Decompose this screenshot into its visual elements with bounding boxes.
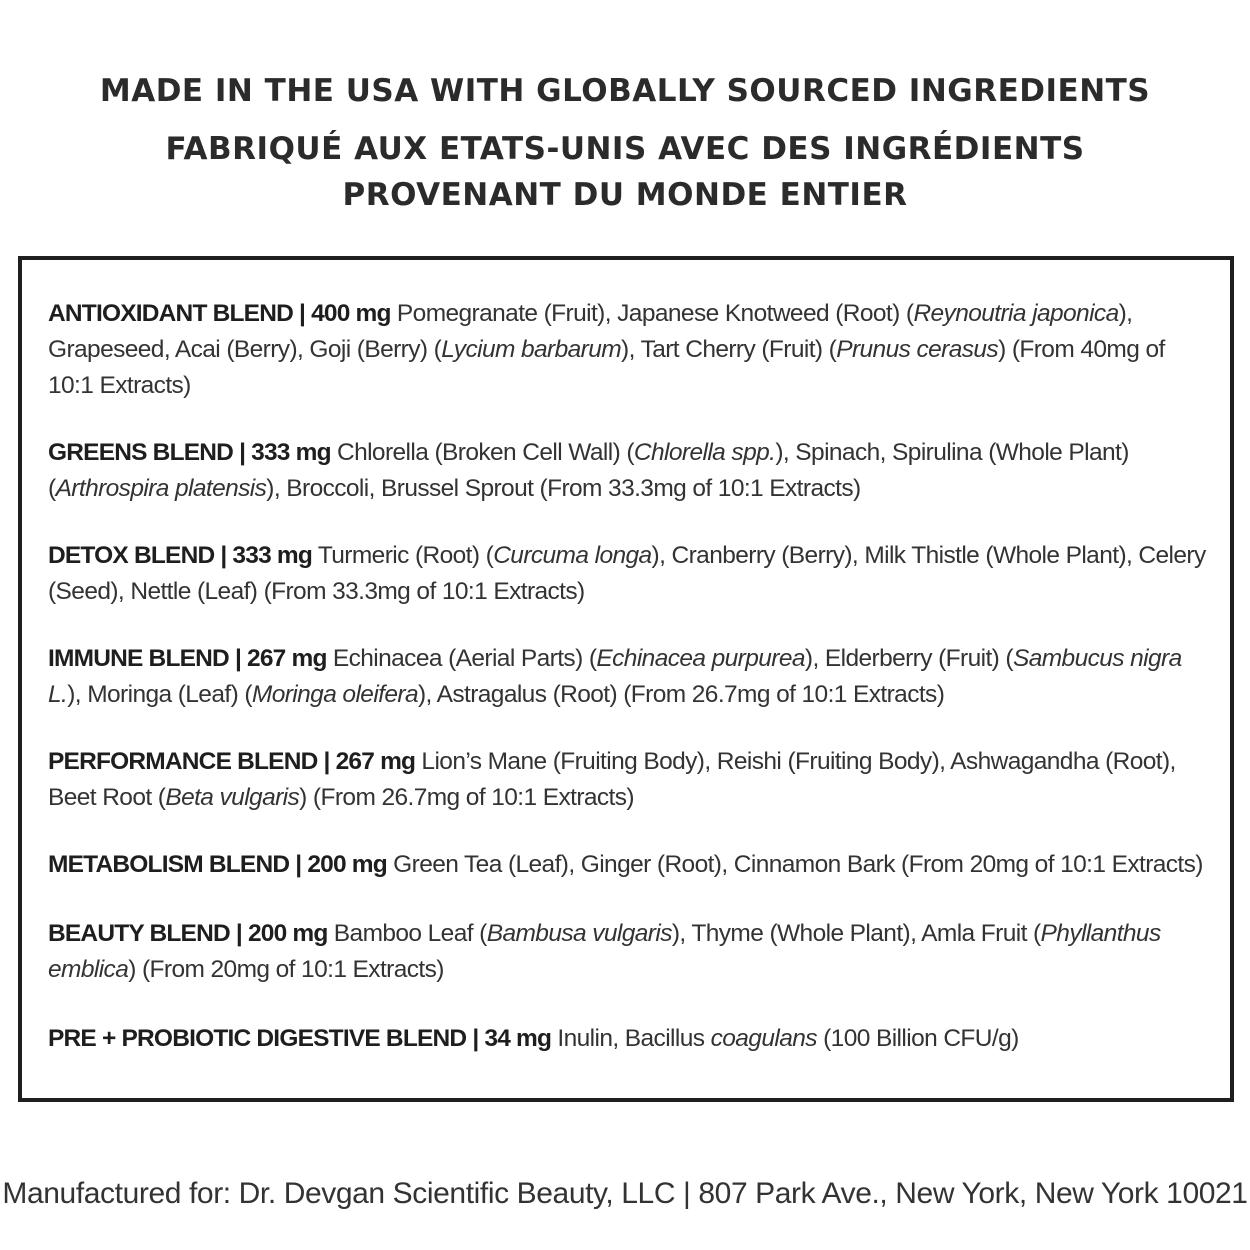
blend-name: ANTIOXIDANT BLEND | 400 mg xyxy=(48,300,391,327)
ingredient-text: Inulin, Bacillus xyxy=(551,1025,711,1052)
origin-statement-french-line-2: PROVENANT DU MONDE ENTIER xyxy=(342,177,908,213)
scientific-name: Echinacea purpurea xyxy=(596,645,805,672)
blend-ingredients xyxy=(551,1025,1019,1052)
blend-ingredients xyxy=(387,851,1203,878)
manufacturer-info: Manufactured for: Dr. Devgan Scientific Beauty, LLC | 807 Park Ave., New York, New York 10021 xyxy=(2,1177,1248,1210)
ingredients-panel xyxy=(18,256,1234,1102)
ingredient-text: ), Elderberry (Fruit) ( xyxy=(804,645,1013,672)
blend-immune xyxy=(48,641,1213,713)
ingredient-text: (100 Billion CFU/g) xyxy=(816,1025,1019,1052)
scientific-name: Phyllanthus emblica xyxy=(48,920,1161,983)
origin-statement-english: MADE IN THE USA WITH GLOBALLY SOURCED INGREDIENTS xyxy=(99,73,1151,109)
blend-name: PRE + PROBIOTIC DIGESTIVE BLEND | 34 mg xyxy=(48,1025,552,1052)
blend-name: METABOLISM BLEND | 200 mg xyxy=(48,851,387,878)
ingredient-text: Bamboo Leaf ( xyxy=(327,920,487,947)
ingredient-text: Green Tea (Leaf), Ginger (Root), Cinnamon Bark (From 20mg of 10:1 Extracts) xyxy=(386,851,1203,878)
scientific-name: Lycium barbarum xyxy=(441,336,622,363)
ingredient-text: ), Astragalus (Root) (From 26.7mg of 10:1 Extracts) xyxy=(417,681,945,708)
ingredient-text: ), Cranberry (Berry), Milk Thistle (Whole Plant), Celery (Seed), Nettle (Leaf) (From 33.3mg of 10:1 Extracts) xyxy=(48,542,1206,605)
ingredient-text: Lion’s Mane (Fruiting Body), Reishi (Fruiting Body), Ashwagandha (Root), Beet Root ( xyxy=(48,748,1176,811)
ingredient-text: ), Spinach, Spirulina (Whole Plant) ( xyxy=(48,439,1129,502)
ingredient-text: ), Moringa (Leaf) ( xyxy=(67,681,252,708)
ingredient-text: Turmeric (Root) ( xyxy=(312,542,494,569)
blend-name: PERFORMANCE BLEND | 267 mg xyxy=(48,748,416,775)
scientific-name: Reynoutria japonica xyxy=(913,300,1119,327)
blend-metabolism xyxy=(48,847,1213,883)
scientific-name: Sambucus nigra L. xyxy=(48,645,1182,708)
scientific-name: Prunus cerasus xyxy=(836,336,999,363)
scientific-name: Chlorella spp. xyxy=(633,439,776,466)
origin-statement xyxy=(0,68,1250,218)
blend-antioxidant xyxy=(48,296,1213,404)
ingredient-text: ) (From 40mg of 10:1 Extracts) xyxy=(48,336,1165,399)
blend-beauty xyxy=(48,916,1213,988)
scientific-name: Bambusa vulgaris xyxy=(486,920,672,947)
blend-name: BEAUTY BLEND | 200 mg xyxy=(48,920,328,947)
scientific-name: coagulans xyxy=(710,1025,817,1052)
ingredient-text: Pomegranate (Fruit), Japanese Knotweed (Root) ( xyxy=(390,300,914,327)
ingredient-text: ) (From 20mg of 10:1 Extracts) xyxy=(128,956,444,983)
origin-statement-french-line-1: FABRIQUÉ AUX ETATS-UNIS AVEC DES INGRÉDIENTS xyxy=(165,131,1085,167)
ingredient-text: ), Broccoli, Brussel Sprout (From 33.3mg of 10:1 Extracts) xyxy=(266,475,861,502)
blend-name: IMMUNE BLEND | 267 mg xyxy=(48,645,327,672)
ingredient-text: ), Thyme (Whole Plant), Amla Fruit ( xyxy=(671,920,1041,947)
blend-name: DETOX BLEND | 333 mg xyxy=(48,542,313,569)
blend-list xyxy=(48,296,1213,1057)
scientific-name: Moringa oleifera xyxy=(251,681,418,708)
scientific-name: Arthrospira platensis xyxy=(55,475,267,502)
blend-greens xyxy=(48,435,1213,507)
blend-performance xyxy=(48,744,1213,816)
blend-name: GREENS BLEND | 333 mg xyxy=(48,439,331,466)
ingredient-text: ), Grapeseed, Acai (Berry), Goji (Berry) ( xyxy=(48,300,1133,363)
ingredient-text: ), Tart Cherry (Fruit) ( xyxy=(621,336,837,363)
scientific-name: Beta vulgaris xyxy=(165,784,300,811)
ingredient-text: ) (From 26.7mg of 10:1 Extracts) xyxy=(299,784,634,811)
scientific-name: Curcuma longa xyxy=(493,542,652,569)
blend-pre-probiotic-digestive xyxy=(48,1021,1213,1057)
ingredient-text: Chlorella (Broken Cell Wall) ( xyxy=(330,439,634,466)
blend-detox xyxy=(48,538,1213,610)
ingredient-text: Echinacea (Aerial Parts) ( xyxy=(326,645,597,672)
